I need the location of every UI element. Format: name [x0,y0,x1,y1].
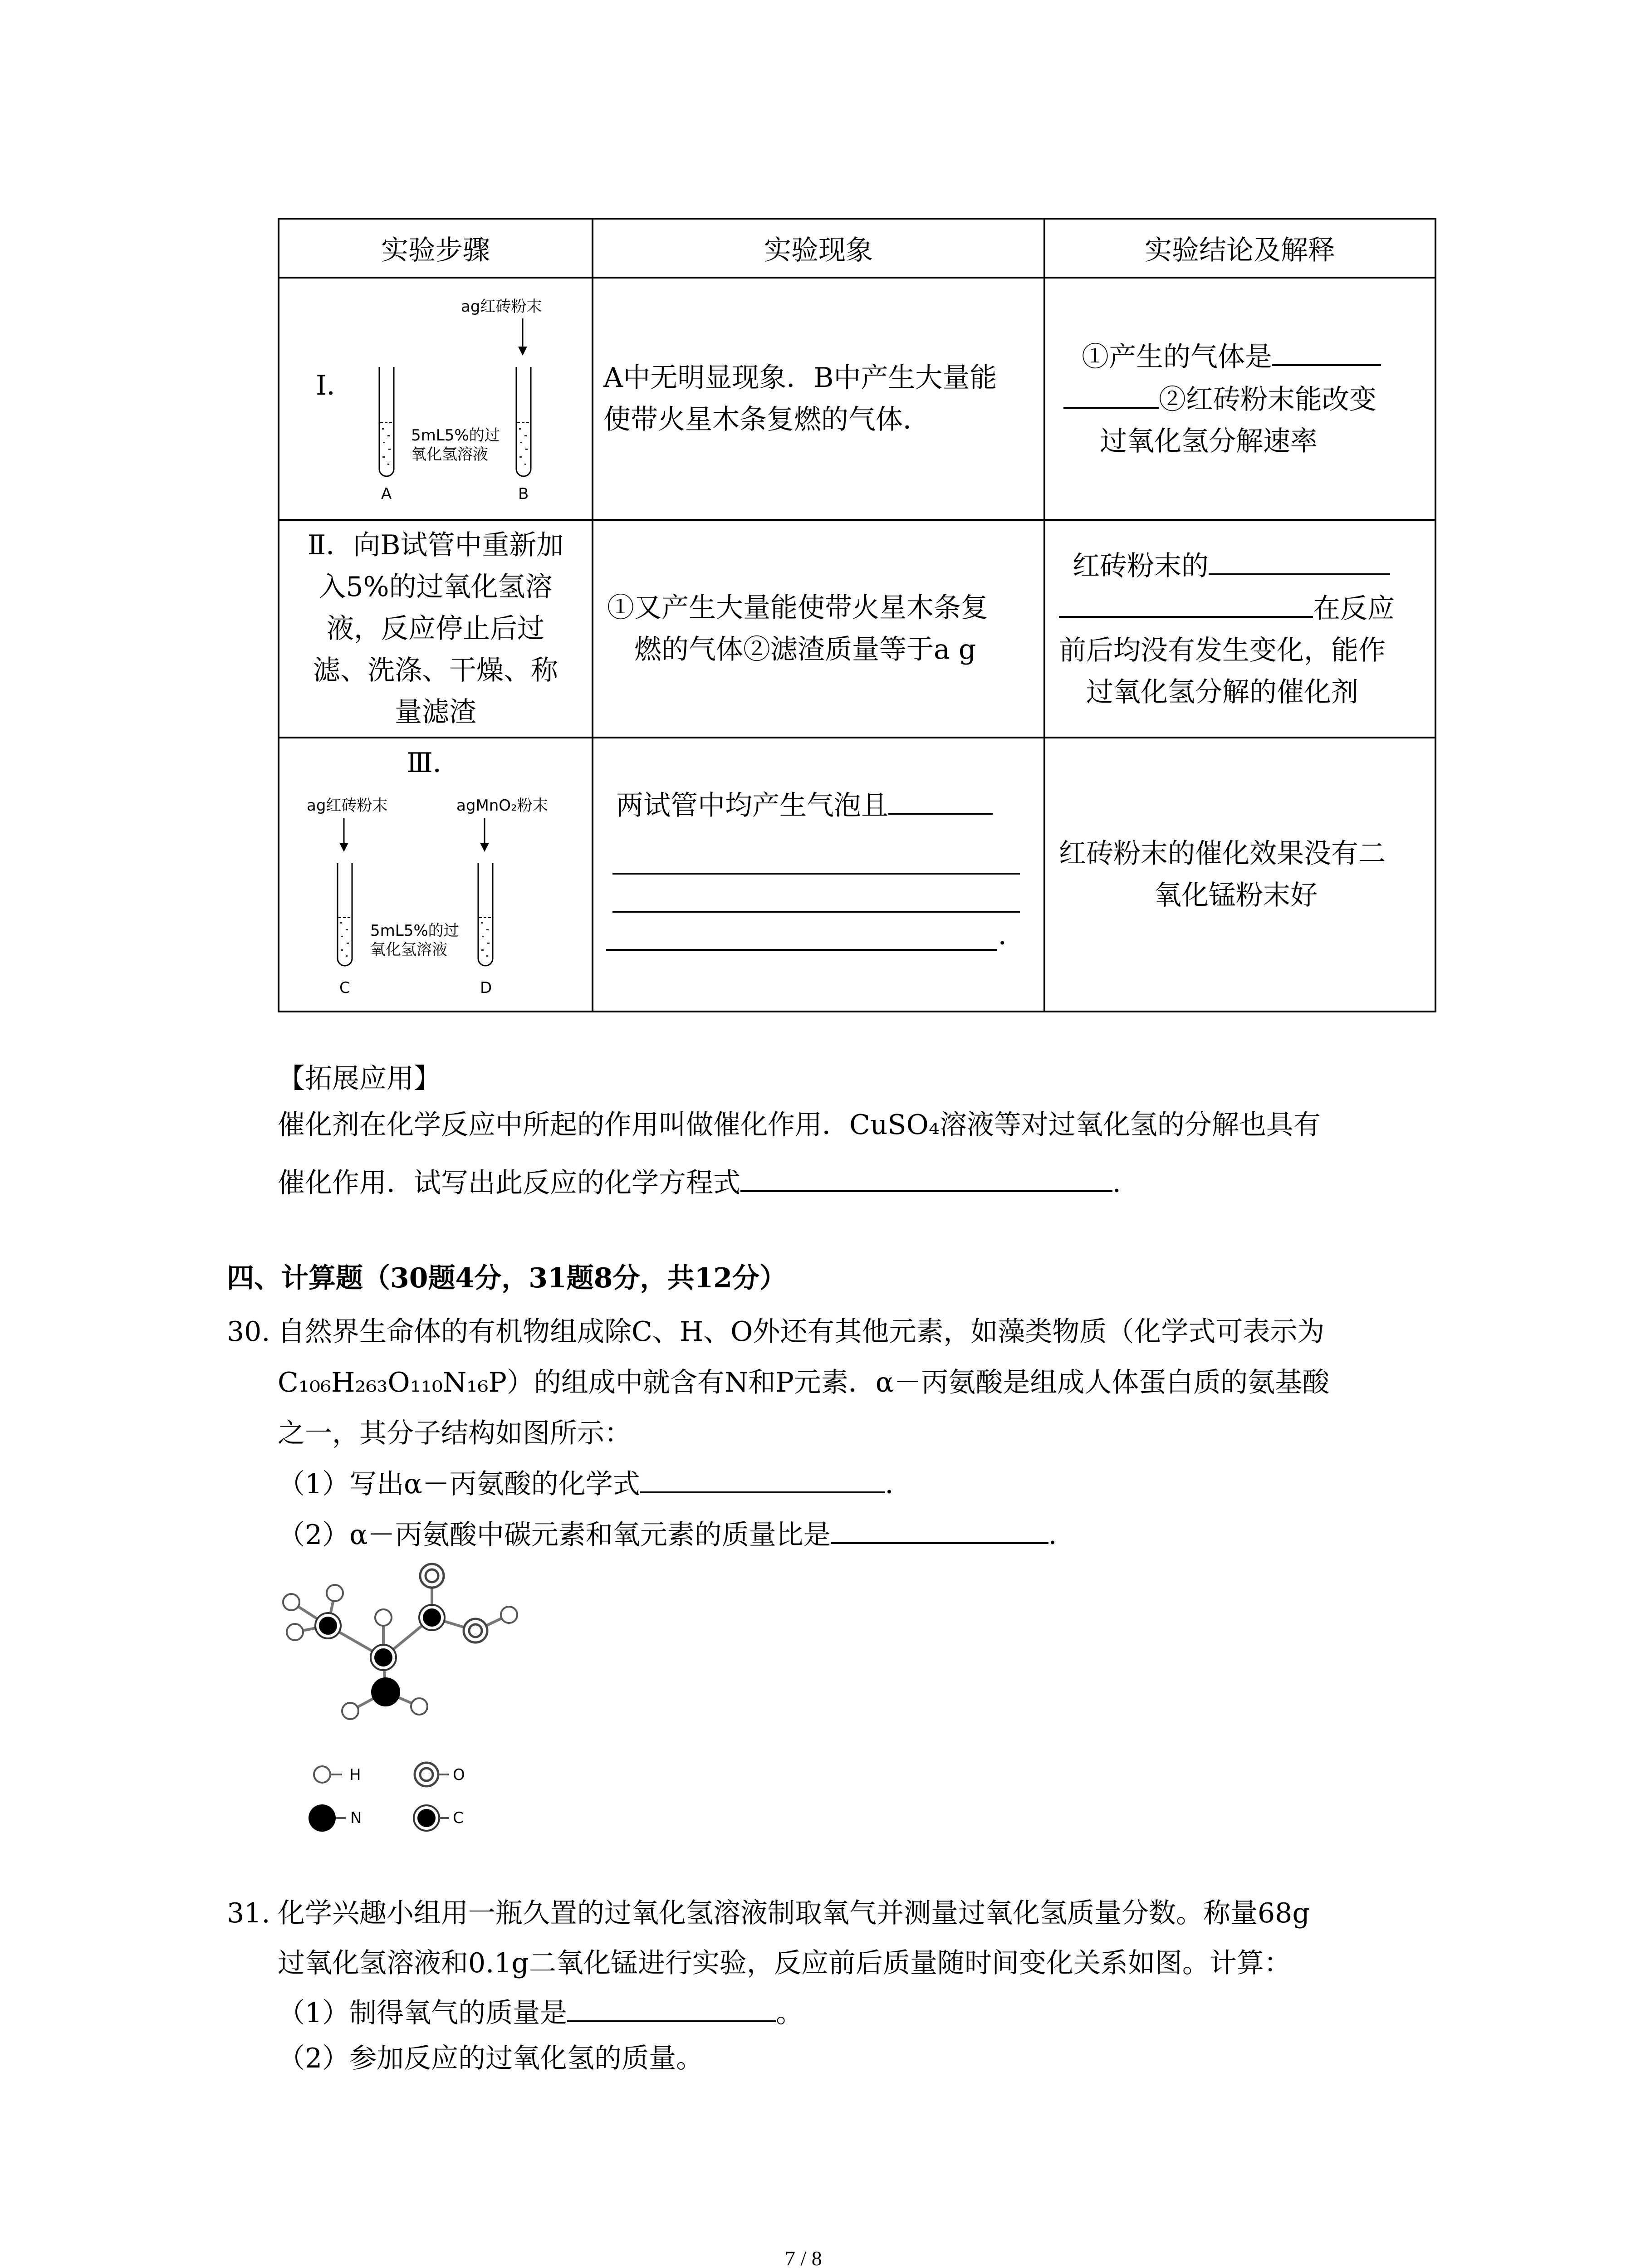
test-tube-diagram-cd [279,738,592,1011]
answer-blank-bubbles[interactable] [888,784,993,815]
q31-sub1-end: 。 [776,1997,803,2029]
step-1-label: Ⅰ． [316,370,354,401]
powder-label: ag红砖粉末 [461,298,542,316]
row1-phenomenon-cell [593,278,1044,520]
solution-label-2: 氧化氢溶液 [411,445,488,464]
tube-a-label: A [381,485,392,503]
row2-conclusion-line2: 在反应 [1313,593,1395,625]
q30-sub2: （2）α－丙氨酸中碳元素和氧元素的质量比是 [278,1519,831,1551]
answer-blank-mass-ratio[interactable] [831,1513,1048,1544]
experiment-table [278,218,1436,1012]
powder-left-label: ag红砖粉末 [307,797,388,815]
section-4-title: 四、计算题（30题4分，31题8分，共12分） [227,1262,787,1294]
legend-c: C [453,1809,464,1827]
row2-conclusion-line3: 前后均没有发生变化，能作 [1059,635,1386,666]
extension-line2: 催化作用．试写出此反应的化学方程式 [278,1167,740,1199]
header-phenomena: 实验现象 [593,219,1044,278]
q31-line2: 过氧化氢溶液和0.1g二氧化锰进行实验，反应前后质量随时间变化关系如图。计算： [278,1947,1291,1979]
row3-step-cell [279,738,593,1012]
q30-number: 30. [227,1316,270,1348]
q30-sub1-end: ． [885,1468,912,1500]
row1-conclusion-line3: 过氧化氢分解速率 [1100,425,1318,457]
row2-step-line4: 滤、洗涤、干燥、称 [313,655,558,686]
step-3-label: Ⅲ． [407,747,460,779]
tube-b-label: B [518,485,529,503]
row2-step-line3: 液，反应停止后过 [327,613,544,645]
legend-n: N [350,1809,362,1827]
row2-step-cell [279,520,593,738]
answer-blank-properties-cont[interactable] [1059,587,1313,618]
row2-step-line2: 入5%的过氧化氢溶 [318,571,553,603]
answer-blank-equation[interactable] [740,1161,1112,1192]
answer-blank-properties[interactable] [1209,544,1390,575]
q31-number: 31. [227,1897,270,1929]
row1-step-cell [279,278,593,520]
row3-phenomenon-cell [593,738,1044,1012]
row2-conclusion-line4: 过氧化氢分解的催化剂 [1086,676,1358,708]
answer-blank-gas-cont[interactable] [1063,378,1159,409]
row1-phenomenon-line2: 使带火星木条复燃的气体． [603,404,930,435]
row2-step-line5: 量滤渣 [395,696,476,728]
header-conclusion: 实验结论及解释 [1044,219,1435,278]
q31-sub2: （2）参加反应的过氧化氢的质量。 [278,2043,704,2074]
q30-line1: 自然界生命体的有机物组成除C、H、O外还有其他元素，如藻类物质（化学式可表示为 [278,1316,1325,1348]
test-tube-diagram-ab [279,279,592,519]
extension-line2-end: ． [1112,1167,1140,1199]
row2-conclusion-line1: 红砖粉末的 [1073,550,1209,582]
tube-c-label: C [339,979,350,997]
row3-phenomenon-end: ． [998,919,1025,951]
q31-line1: 化学兴趣小组用一瓶久置的过氧化氢溶液制取氧气并测量过氧化氢质量分数。称量68g [278,1897,1310,1929]
answer-line-1[interactable] [612,873,1020,875]
row1-conclusion-line1: ①产生的气体是 [1082,341,1272,373]
row2-step-line1: Ⅱ．向B试管中重新加 [307,529,564,561]
answer-blank-oxygen-mass[interactable] [567,1991,776,2022]
row3-phenomenon-line1: 两试管中均产生气泡且 [616,790,888,821]
tube-d-label: D [480,979,492,997]
row3-conclusion-cell [1044,738,1435,1012]
q31-sub1: （1）制得氧气的质量是 [278,1997,568,2029]
header-steps: 实验步骤 [279,219,593,278]
row3-conclusion-line2: 氧化锰粉末好 [1154,880,1318,911]
row2-conclusion-cell [1044,520,1435,738]
extension-title: 【拓展应用】 [278,1063,441,1095]
row1-phenomenon-line1: A中无明显现象．B中产生大量能 [603,362,997,394]
molecule-legend [309,1760,499,1851]
page-number: 7 / 8 [785,2247,822,2268]
q30-sub2-end: ． [1048,1519,1076,1551]
powder-right-label: agMnO₂粉末 [456,797,548,815]
row2-phenomenon-line1: ①又产生大量能使带火星木条复 [607,592,988,624]
row2-phenomenon-line2: 燃的气体②滤渣质量等于a g [634,634,976,665]
answer-line-3[interactable] [606,949,997,951]
q30-line2: C₁₀₆H₂₆₃O₁₁₀N₁₆P）的组成中就含有N和P元素．α－丙氨酸是组成人体蛋白质的氨基酸 [278,1367,1330,1398]
answer-line-2[interactable] [612,911,1020,913]
row2-phenomenon-cell [593,520,1044,738]
q30-sub1: （1）写出α－丙氨酸的化学式 [278,1468,640,1500]
legend-h: H [349,1766,361,1784]
legend-o: O [453,1766,465,1784]
answer-blank-formula[interactable] [640,1462,885,1493]
solution-label-cd-1: 5mL5%的过 [370,922,459,940]
row3-conclusion-line1: 红砖粉末的催化效果没有二 [1059,838,1386,870]
solution-label-1: 5mL5%的过 [411,426,500,445]
q30-line3: 之一，其分子结构如图所示： [278,1418,632,1449]
row1-conclusion-line2: ②红砖粉末能改变 [1159,384,1376,415]
alanine-molecule-diagram [268,1560,540,1751]
row1-conclusion-cell [1044,278,1435,520]
extension-line1: 催化剂在化学反应中所起的作用叫做催化作用．CuSO₄溶液等对过氧化氢的分解也具有 [278,1109,1321,1141]
answer-blank-gas[interactable] [1272,335,1381,366]
solution-label-cd-2: 氧化氢溶液 [370,941,447,959]
